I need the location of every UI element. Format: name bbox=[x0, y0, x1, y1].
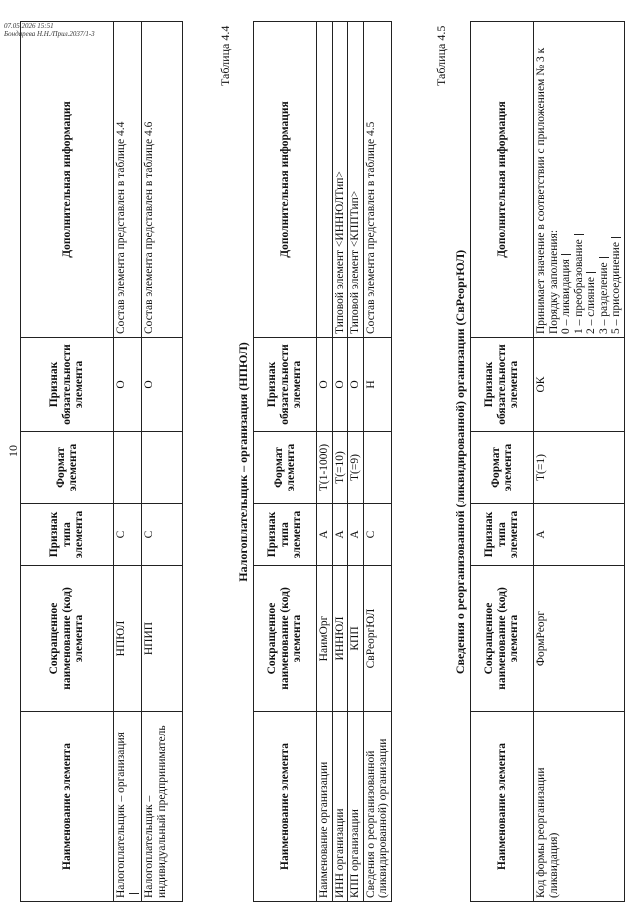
col-header-info: Дополнительная информация bbox=[471, 22, 534, 338]
col-header-info: Дополнительная информация bbox=[21, 22, 114, 338]
cell-info: Типовой элемент <ИННЮЛТип> bbox=[332, 22, 348, 338]
info-item: 5 – присоединение bbox=[610, 25, 623, 334]
cell-type: А bbox=[317, 504, 333, 566]
cell-type: А bbox=[332, 504, 348, 566]
cell-name: ИНН организации bbox=[332, 712, 348, 902]
col-header-name: Наименование элемента bbox=[471, 712, 534, 902]
table-organization bbox=[253, 21, 392, 902]
cell-name: Сведения о реорганизованной (ликвидированной) организации bbox=[363, 712, 391, 902]
cell-required: О bbox=[142, 338, 183, 432]
cell-info: Состав элемента представлен в таблице 4.4 bbox=[114, 22, 142, 338]
cell-code: НаимОрг bbox=[317, 566, 333, 712]
cell-name: Код формы реорганизации (ликвидация) bbox=[534, 712, 625, 902]
info-intro: Принимает значение в соответствии с приложением № 3 к Порядку заполнения: bbox=[535, 47, 560, 334]
col-header-info: Дополнительная информация bbox=[254, 22, 317, 338]
col-header-code: Сокращенное наименование (код) элемента bbox=[21, 566, 114, 712]
cell-required: ОК bbox=[534, 338, 625, 432]
table-row bbox=[332, 22, 348, 902]
col-header-format: Формат элемента bbox=[21, 432, 114, 504]
cell-info: Типовой элемент <КППТип> bbox=[348, 22, 364, 338]
table-row bbox=[348, 22, 364, 902]
cell-type: С bbox=[363, 504, 391, 566]
cell-code: СвРеоргЮЛ bbox=[363, 566, 391, 712]
cell-required: О bbox=[317, 338, 333, 432]
stamp-doc-ref: Бондарева Н.Н./Прил.2037/1-3 bbox=[4, 30, 95, 38]
cell-name: Наименование организации bbox=[317, 712, 333, 902]
col-header-format: Формат элемента bbox=[254, 432, 317, 504]
cell-format: T(=9) bbox=[348, 432, 364, 504]
cell-format: T(=1) bbox=[534, 432, 625, 504]
table-row bbox=[363, 22, 391, 902]
cell-required: О bbox=[114, 338, 142, 432]
cell-code: ИННЮЛ bbox=[332, 566, 348, 712]
cell-info: Состав элемента представлен в таблице 4.6 bbox=[142, 22, 183, 338]
cell-required: О bbox=[348, 338, 364, 432]
table-header-row bbox=[254, 22, 317, 902]
table-header-row bbox=[21, 22, 114, 902]
cell-format: T(=10) bbox=[332, 432, 348, 504]
cell-name: Налогоплательщик – индивидуальный предприниматель bbox=[142, 712, 183, 902]
table-reorganization bbox=[470, 21, 625, 902]
cursor-mark bbox=[129, 893, 139, 894]
col-header-required: Признак обязательности элемента bbox=[254, 338, 317, 432]
info-item: 0 – ликвидация bbox=[560, 25, 573, 334]
stamp-date: 07.05.2026 15:51 bbox=[4, 22, 54, 30]
col-header-required: Признак обязательности элемента bbox=[21, 338, 114, 432]
cell-code: НПЮЛ bbox=[114, 566, 142, 712]
cell-code: ФормРеорг bbox=[534, 566, 625, 712]
col-header-code: Сокращенное наименование (код) элемента bbox=[471, 566, 534, 712]
col-header-code: Сокращенное наименование (код) элемента bbox=[254, 566, 317, 712]
cell-required: Н bbox=[363, 338, 391, 432]
table-caption: Таблица 4.5 bbox=[434, 25, 448, 86]
cell-format bbox=[142, 432, 183, 504]
cell-type: С bbox=[114, 504, 142, 566]
info-item: 2 – слияние bbox=[585, 25, 598, 334]
table-row bbox=[142, 22, 183, 902]
col-header-format: Формат элемента bbox=[471, 432, 534, 504]
cell-info: Состав элемента представлен в таблице 4.5 bbox=[363, 22, 391, 338]
cell-name: КПП организации bbox=[348, 712, 364, 902]
cell-type: А bbox=[348, 504, 364, 566]
table-title: Сведения о реорганизованной (ликвидированной) организации (СвРеоргЮЛ) bbox=[453, 249, 467, 675]
col-header-type: Признак типа элемента bbox=[471, 504, 534, 566]
table-title: Налогоплательщик – организация (НПЮЛ) bbox=[236, 342, 250, 582]
table-row bbox=[114, 22, 142, 902]
page-number: 10 bbox=[6, 445, 20, 457]
cell-info bbox=[534, 22, 625, 338]
info-item: 1 – преобразование bbox=[573, 25, 586, 334]
col-header-required: Признак обязательности элемента bbox=[471, 338, 534, 432]
cell-code: НПИП bbox=[142, 566, 183, 712]
cell-type: А bbox=[534, 504, 625, 566]
cell-info bbox=[317, 22, 333, 338]
col-header-type: Признак типа элемента bbox=[21, 504, 114, 566]
col-header-type: Признак типа элемента bbox=[254, 504, 317, 566]
cell-format bbox=[114, 432, 142, 504]
table-header-row bbox=[471, 22, 534, 902]
cell-name: Налогоплательщик – организация bbox=[114, 712, 142, 902]
table-row bbox=[534, 22, 625, 902]
cell-required: О bbox=[332, 338, 348, 432]
col-header-name: Наименование элемента bbox=[254, 712, 317, 902]
table-row bbox=[317, 22, 333, 902]
cell-format bbox=[363, 432, 391, 504]
col-header-name: Наименование элемента bbox=[21, 712, 114, 902]
cell-format: T(1-1000) bbox=[317, 432, 333, 504]
cell-code: КПП bbox=[348, 566, 364, 712]
info-item: 3 – разделение bbox=[598, 25, 611, 334]
table-caption: Таблица 4.4 bbox=[218, 25, 232, 86]
cell-type: С bbox=[142, 504, 183, 566]
table-taxpayer bbox=[20, 21, 183, 902]
